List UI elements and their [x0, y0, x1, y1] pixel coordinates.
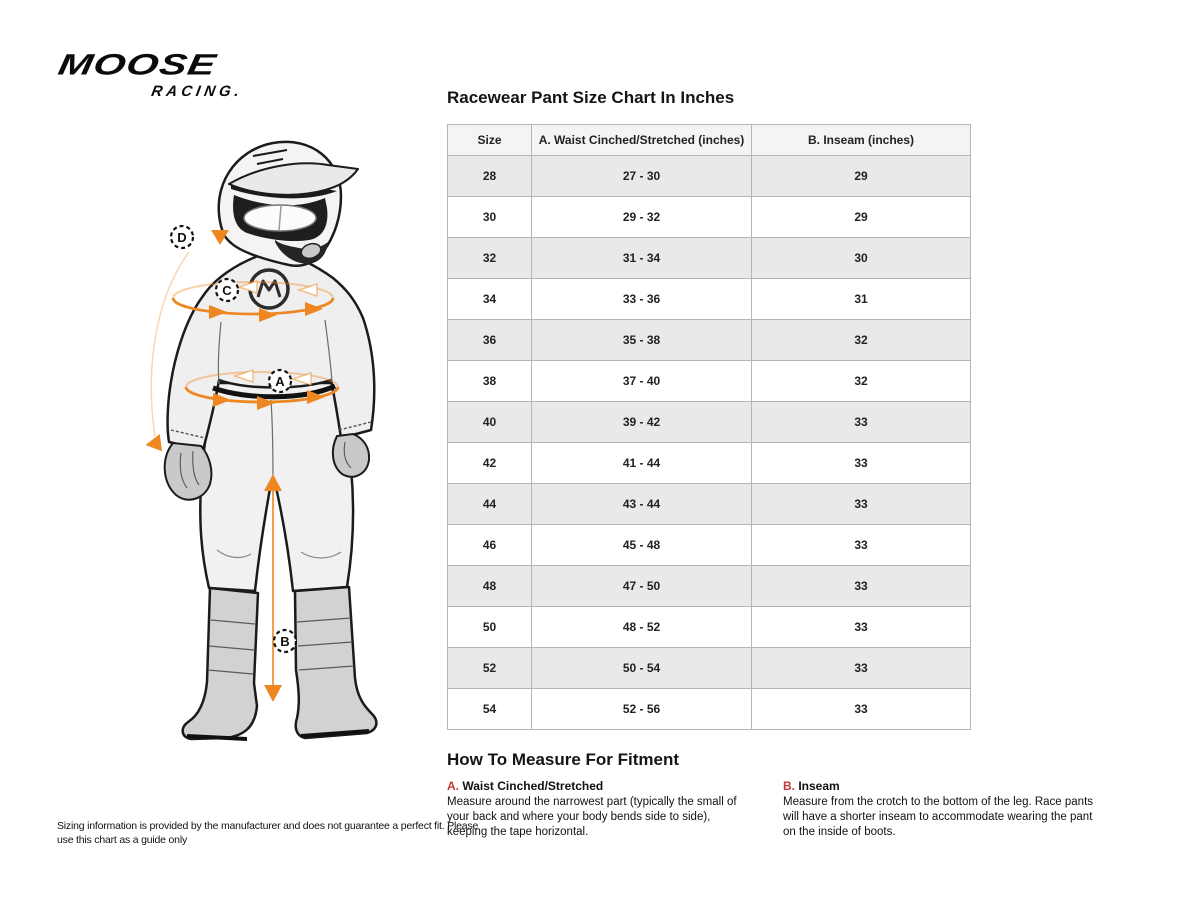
- inseam-cell: 32: [752, 361, 971, 402]
- measure-letter-a: A.: [447, 779, 459, 793]
- measure-desc-inseam: Measure from the crotch to the bottom of the leg. Race pants will have a shorter inseam to accommodate wearing the pant on the inside of boots.: [783, 796, 1094, 839]
- measure-name-waist: Waist Cinched/Stretched: [462, 779, 604, 793]
- logo-wordmark: MOOSE: [55, 48, 220, 82]
- waist-cell: 52 - 56: [532, 689, 752, 730]
- size-column-header: Size: [448, 125, 532, 156]
- measure-desc-waist: Measure around the narrowest part (typically the small of your back and where your body bends side to side), keeping the tape horizontal.: [447, 796, 737, 839]
- size-cell: 32: [448, 238, 532, 279]
- waist-cell: 29 - 32: [532, 197, 752, 238]
- inseam-cell: 32: [752, 320, 971, 361]
- logo-subtext: RACING.: [150, 83, 245, 100]
- size-cell: 44: [448, 484, 532, 525]
- measure-letter-b: B.: [783, 779, 795, 793]
- inseam-cell: 33: [752, 484, 971, 525]
- helmet-graphic: [219, 142, 358, 266]
- table-row: [448, 525, 971, 566]
- label-a: A: [275, 374, 285, 389]
- inseam-cell: 33: [752, 402, 971, 443]
- inseam-cell: 29: [752, 156, 971, 197]
- measure-item-inseam: [783, 779, 1103, 841]
- how-to-measure-section: [447, 750, 1107, 841]
- table-row: [448, 443, 971, 484]
- inseam-cell: 31: [752, 279, 971, 320]
- table-row: [448, 238, 971, 279]
- size-cell: 34: [448, 279, 532, 320]
- moose-racing-logo: [52, 48, 256, 100]
- size-cell: 46: [448, 525, 532, 566]
- label-c: C: [222, 283, 232, 298]
- size-cell: 36: [448, 320, 532, 361]
- cuff-arrow-icon: [146, 434, 169, 457]
- waist-cell: 37 - 40: [532, 361, 752, 402]
- inseam-cell: 33: [752, 525, 971, 566]
- waist-cell: 31 - 34: [532, 238, 752, 279]
- size-cell: 48: [448, 566, 532, 607]
- waist-cell: 47 - 50: [532, 566, 752, 607]
- waist-cell: 35 - 38: [532, 320, 752, 361]
- table-row: [448, 156, 971, 197]
- table-header-row: [448, 125, 971, 156]
- table-row: [448, 197, 971, 238]
- table-row: [448, 402, 971, 443]
- inseam-cell: 29: [752, 197, 971, 238]
- size-cell: 42: [448, 443, 532, 484]
- size-chart-table: [447, 124, 971, 730]
- waist-cell: 41 - 44: [532, 443, 752, 484]
- size-cell: 54: [448, 689, 532, 730]
- table-row: [448, 689, 971, 730]
- size-chart-title: Racewear Pant Size Chart In Inches: [447, 88, 735, 107]
- waist-cell: 43 - 44: [532, 484, 752, 525]
- table-row: [448, 320, 971, 361]
- table-row: [448, 648, 971, 689]
- table-row: [448, 607, 971, 648]
- inseam-cell: 30: [752, 238, 971, 279]
- inseam-cell: 33: [752, 648, 971, 689]
- size-cell: 50: [448, 607, 532, 648]
- size-cell: 28: [448, 156, 532, 197]
- table-row: [448, 566, 971, 607]
- waist-cell: 48 - 52: [532, 607, 752, 648]
- measure-name-inseam: Inseam: [798, 779, 840, 793]
- rider-measurement-figure: [125, 138, 425, 750]
- size-cell: 52: [448, 648, 532, 689]
- waist-cell: 33 - 36: [532, 279, 752, 320]
- size-cell: 38: [448, 361, 532, 402]
- size-chart-body: [448, 156, 971, 730]
- waist-cell: 39 - 42: [532, 402, 752, 443]
- inseam-cell: 33: [752, 607, 971, 648]
- size-cell: 30: [448, 197, 532, 238]
- inseam-cell: 33: [752, 566, 971, 607]
- inseam-cell: 33: [752, 689, 971, 730]
- waist-cell: 45 - 48: [532, 525, 752, 566]
- inseam-column-header: B. Inseam (inches): [752, 125, 971, 156]
- rider-illustration: [125, 138, 425, 750]
- size-cell: 40: [448, 402, 532, 443]
- waist-column-header: A. Waist Cinched/Stretched (inches): [532, 125, 752, 156]
- how-to-measure-title: How To Measure For Fitment: [447, 750, 680, 769]
- inseam-cell: 33: [752, 443, 971, 484]
- table-row: [448, 279, 971, 320]
- boots-graphic: [183, 587, 377, 739]
- label-b: B: [280, 634, 290, 649]
- table-row: [448, 361, 971, 402]
- label-d: D: [177, 230, 187, 245]
- waist-cell: 50 - 54: [532, 648, 752, 689]
- table-row: [448, 484, 971, 525]
- sizing-disclaimer: Sizing information is provided by the manufacturer and does not guarantee a perfect fit. Please use this chart as a guide only: [57, 820, 479, 846]
- waist-cell: 27 - 30: [532, 156, 752, 197]
